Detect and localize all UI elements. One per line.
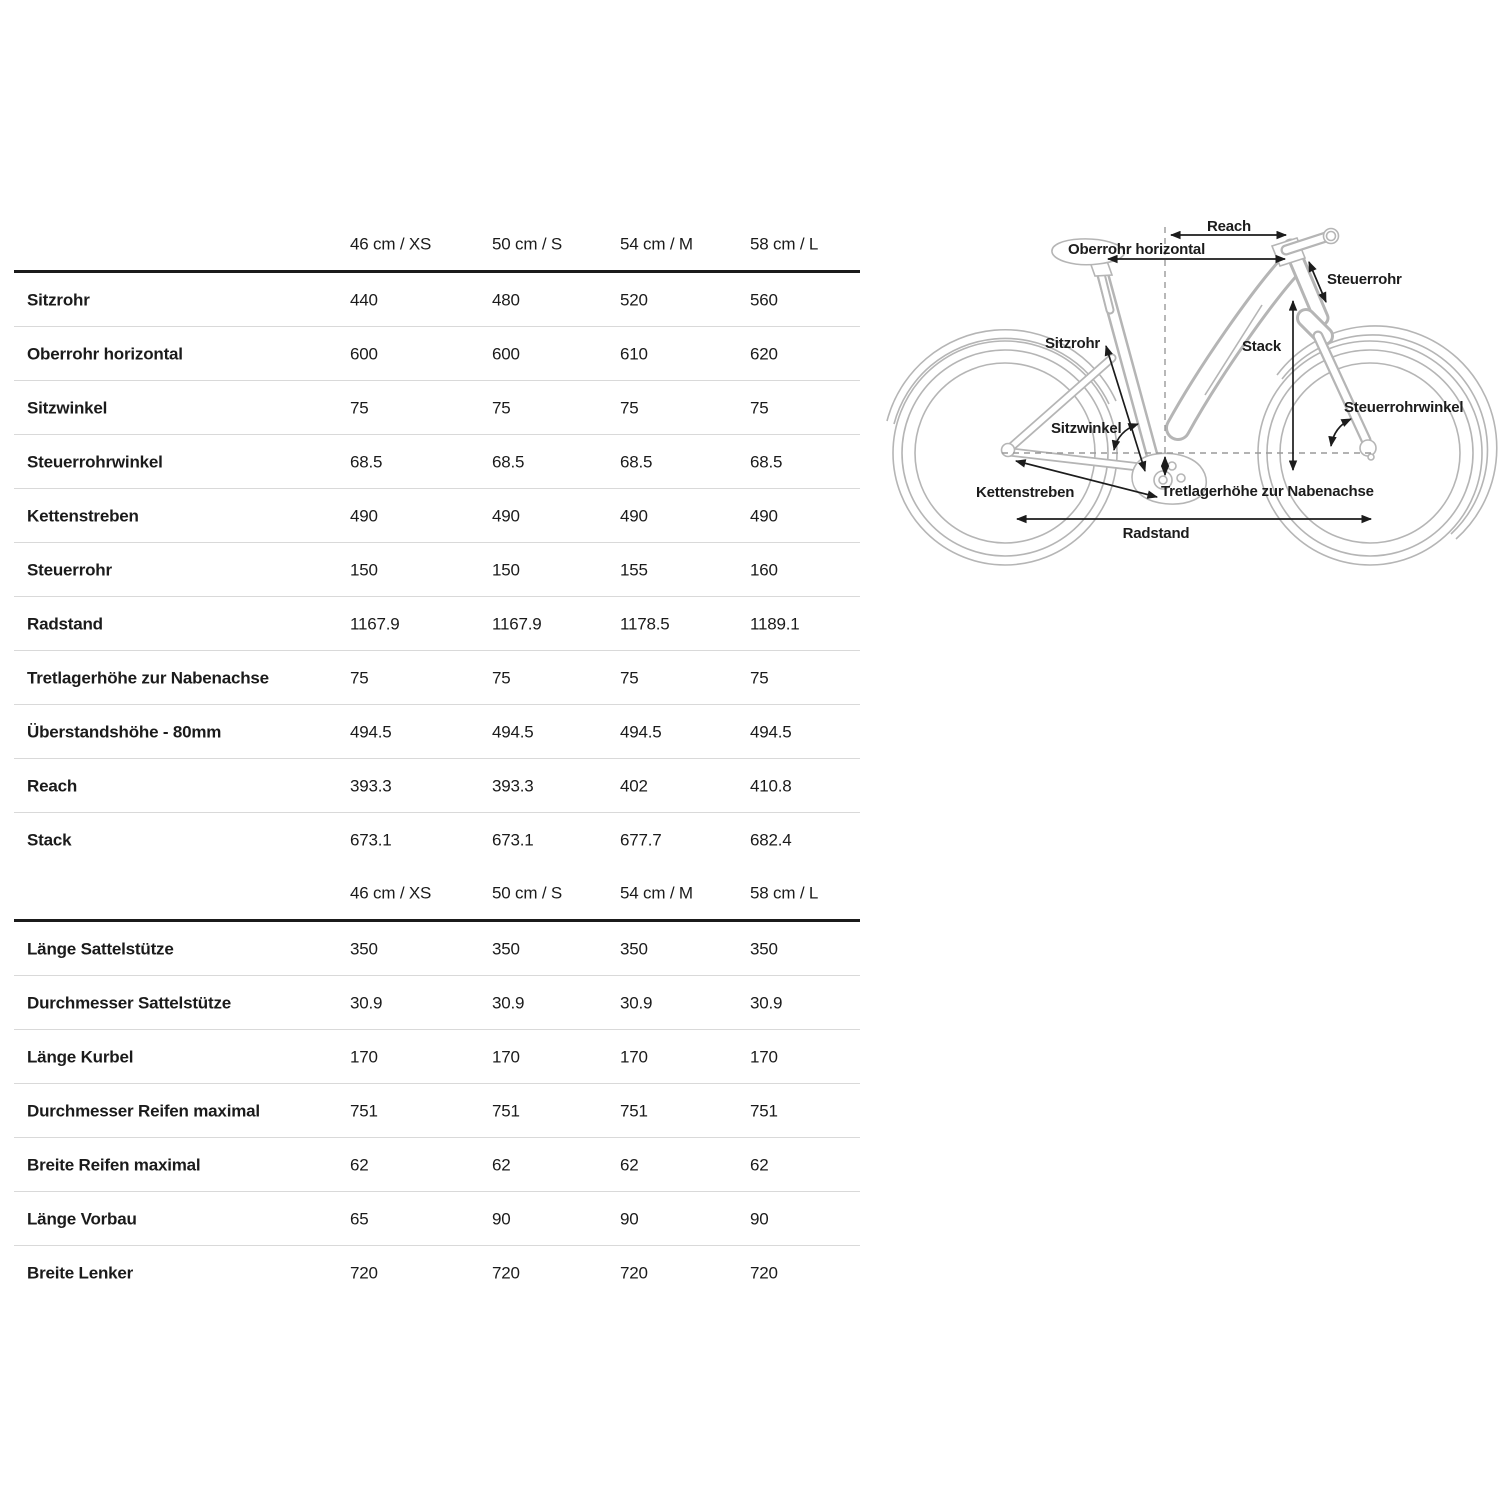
row-value: 751 bbox=[492, 1101, 520, 1120]
table-row bbox=[14, 650, 860, 704]
table-row bbox=[14, 758, 860, 812]
row-value: 90 bbox=[620, 1209, 639, 1228]
geometry-table-section-1 bbox=[14, 217, 860, 866]
row-label: Sitzwinkel bbox=[27, 398, 108, 417]
row-label: Steuerrohrwinkel bbox=[27, 452, 163, 471]
row-value: 68.5 bbox=[620, 452, 653, 471]
row-value: 62 bbox=[492, 1155, 511, 1174]
row-value: 490 bbox=[350, 506, 378, 525]
row-value: 682.4 bbox=[750, 830, 792, 849]
row-value: 90 bbox=[750, 1209, 769, 1228]
table-row bbox=[14, 922, 860, 975]
row-value: 170 bbox=[492, 1047, 520, 1066]
row-value: 62 bbox=[350, 1155, 369, 1174]
tretlagerhoehe-label: Tretlagerhöhe zur Nabenachse bbox=[1161, 483, 1374, 500]
row-label: Länge Sattelstütze bbox=[27, 939, 174, 958]
row-value: 494.5 bbox=[620, 722, 662, 741]
bike-geometry-diagram bbox=[880, 195, 1500, 595]
table-row bbox=[14, 1029, 860, 1083]
row-value: 68.5 bbox=[492, 452, 525, 471]
row-value: 350 bbox=[492, 939, 520, 958]
row-label: Reach bbox=[27, 776, 78, 795]
column-header: 58 cm / L bbox=[750, 234, 819, 253]
row-value: 600 bbox=[492, 344, 520, 363]
stack-label: Stack bbox=[1242, 338, 1282, 355]
row-value: 350 bbox=[750, 939, 778, 958]
row-value: 673.1 bbox=[350, 830, 392, 849]
table-row bbox=[14, 596, 860, 650]
row-label: Länge Vorbau bbox=[27, 1209, 137, 1228]
row-label: Kettenstreben bbox=[27, 506, 139, 525]
row-value: 490 bbox=[492, 506, 520, 525]
row-value: 520 bbox=[620, 290, 648, 309]
column-header: 50 cm / S bbox=[492, 234, 563, 253]
table-row bbox=[14, 542, 860, 596]
row-label: Radstand bbox=[27, 614, 103, 633]
row-label: Oberrohr horizontal bbox=[27, 344, 183, 363]
row-value: 610 bbox=[620, 344, 648, 363]
row-value: 350 bbox=[350, 939, 378, 958]
row-value: 30.9 bbox=[750, 993, 783, 1012]
row-value: 1167.9 bbox=[350, 614, 400, 633]
row-value: 170 bbox=[750, 1047, 778, 1066]
column-header: 46 cm / XS bbox=[350, 883, 432, 902]
row-value: 720 bbox=[750, 1263, 778, 1282]
row-value: 75 bbox=[750, 668, 769, 687]
rear-dropout bbox=[1002, 444, 1015, 457]
row-value: 75 bbox=[620, 668, 639, 687]
table-row bbox=[14, 434, 860, 488]
sitzwinkel-label: Sitzwinkel bbox=[1051, 420, 1122, 437]
row-value: 30.9 bbox=[492, 993, 525, 1012]
table-header-row bbox=[14, 217, 860, 273]
geometry-table bbox=[14, 217, 860, 1299]
row-value: 65 bbox=[350, 1209, 369, 1228]
oberrohr-label: Oberrohr horizontal bbox=[1068, 241, 1206, 258]
table-row bbox=[14, 273, 860, 326]
column-header: 54 cm / M bbox=[620, 234, 693, 253]
row-value: 30.9 bbox=[620, 993, 653, 1012]
row-value: 440 bbox=[350, 290, 378, 309]
row-label: Breite Lenker bbox=[27, 1263, 134, 1282]
row-label: Breite Reifen maximal bbox=[27, 1155, 201, 1174]
row-value: 720 bbox=[492, 1263, 520, 1282]
row-label: Durchmesser Reifen maximal bbox=[27, 1101, 260, 1120]
kettenstreben-label: Kettenstreben bbox=[976, 484, 1075, 501]
row-value: 402 bbox=[620, 776, 648, 795]
row-value: 170 bbox=[350, 1047, 378, 1066]
row-value: 75 bbox=[350, 668, 369, 687]
row-value: 75 bbox=[350, 398, 369, 417]
row-value: 480 bbox=[492, 290, 520, 309]
row-value: 90 bbox=[492, 1209, 511, 1228]
row-value: 1189.1 bbox=[750, 614, 800, 633]
row-value: 75 bbox=[492, 668, 511, 687]
table-header-row bbox=[14, 866, 860, 922]
steuerrohrwinkel-arc bbox=[1331, 419, 1351, 446]
row-label: Durchmesser Sattelstütze bbox=[27, 993, 231, 1012]
row-value: 751 bbox=[350, 1101, 378, 1120]
row-value: 600 bbox=[350, 344, 378, 363]
row-value: 751 bbox=[750, 1101, 778, 1120]
row-value: 1167.9 bbox=[492, 614, 542, 633]
table-row bbox=[14, 704, 860, 758]
row-value: 350 bbox=[620, 939, 648, 958]
row-label: Steuerrohr bbox=[27, 560, 112, 579]
geometry-table-section-2 bbox=[14, 866, 860, 1299]
bike-drawing bbox=[887, 229, 1497, 566]
table-row bbox=[14, 326, 860, 380]
row-value: 150 bbox=[350, 560, 378, 579]
row-value: 75 bbox=[750, 398, 769, 417]
table-row bbox=[14, 812, 860, 866]
row-value: 494.5 bbox=[750, 722, 792, 741]
row-value: 751 bbox=[620, 1101, 648, 1120]
reach-label: Reach bbox=[1206, 218, 1252, 235]
row-value: 720 bbox=[620, 1263, 648, 1282]
row-value: 560 bbox=[750, 290, 778, 309]
column-header: 46 cm / XS bbox=[350, 234, 432, 253]
row-value: 490 bbox=[750, 506, 778, 525]
table-row bbox=[14, 1191, 860, 1245]
row-value: 673.1 bbox=[492, 830, 534, 849]
table-row bbox=[14, 1083, 860, 1137]
row-label: Länge Kurbel bbox=[27, 1047, 134, 1066]
row-value: 677.7 bbox=[620, 830, 662, 849]
row-value: 62 bbox=[620, 1155, 639, 1174]
row-value: 410.8 bbox=[750, 776, 792, 795]
row-value: 393.3 bbox=[350, 776, 392, 795]
row-value: 620 bbox=[750, 344, 778, 363]
row-value: 393.3 bbox=[492, 776, 534, 795]
table-row bbox=[14, 975, 860, 1029]
row-value: 75 bbox=[620, 398, 639, 417]
radstand-label: Radstand bbox=[1122, 525, 1190, 542]
column-header: 58 cm / L bbox=[750, 883, 819, 902]
table-row bbox=[14, 380, 860, 434]
steuerrohr-label: Steuerrohr bbox=[1327, 271, 1402, 288]
row-value: 30.9 bbox=[350, 993, 383, 1012]
row-value: 160 bbox=[750, 560, 778, 579]
row-value: 1178.5 bbox=[620, 614, 670, 633]
row-value: 68.5 bbox=[750, 452, 783, 471]
row-label: Überstandshöhe - 80mm bbox=[27, 722, 222, 741]
row-value: 494.5 bbox=[350, 722, 392, 741]
row-value: 150 bbox=[492, 560, 520, 579]
table-row bbox=[14, 488, 860, 542]
column-header: 54 cm / M bbox=[620, 883, 693, 902]
row-value: 720 bbox=[350, 1263, 378, 1282]
row-label: Stack bbox=[27, 830, 72, 849]
table-row bbox=[14, 1245, 860, 1299]
row-value: 490 bbox=[620, 506, 648, 525]
row-value: 155 bbox=[620, 560, 648, 579]
table-row bbox=[14, 1137, 860, 1191]
sitzrohr-label: Sitzrohr bbox=[1045, 335, 1101, 352]
steuerrohrwinkel-label: Steuerrohrwinkel bbox=[1344, 399, 1464, 416]
row-label: Sitzrohr bbox=[27, 290, 90, 309]
column-header: 50 cm / S bbox=[492, 883, 563, 902]
row-value: 68.5 bbox=[350, 452, 383, 471]
row-value: 494.5 bbox=[492, 722, 534, 741]
row-value: 62 bbox=[750, 1155, 769, 1174]
row-value: 75 bbox=[492, 398, 511, 417]
row-value: 170 bbox=[620, 1047, 648, 1066]
row-label: Tretlagerhöhe zur Nabenachse bbox=[27, 668, 269, 687]
